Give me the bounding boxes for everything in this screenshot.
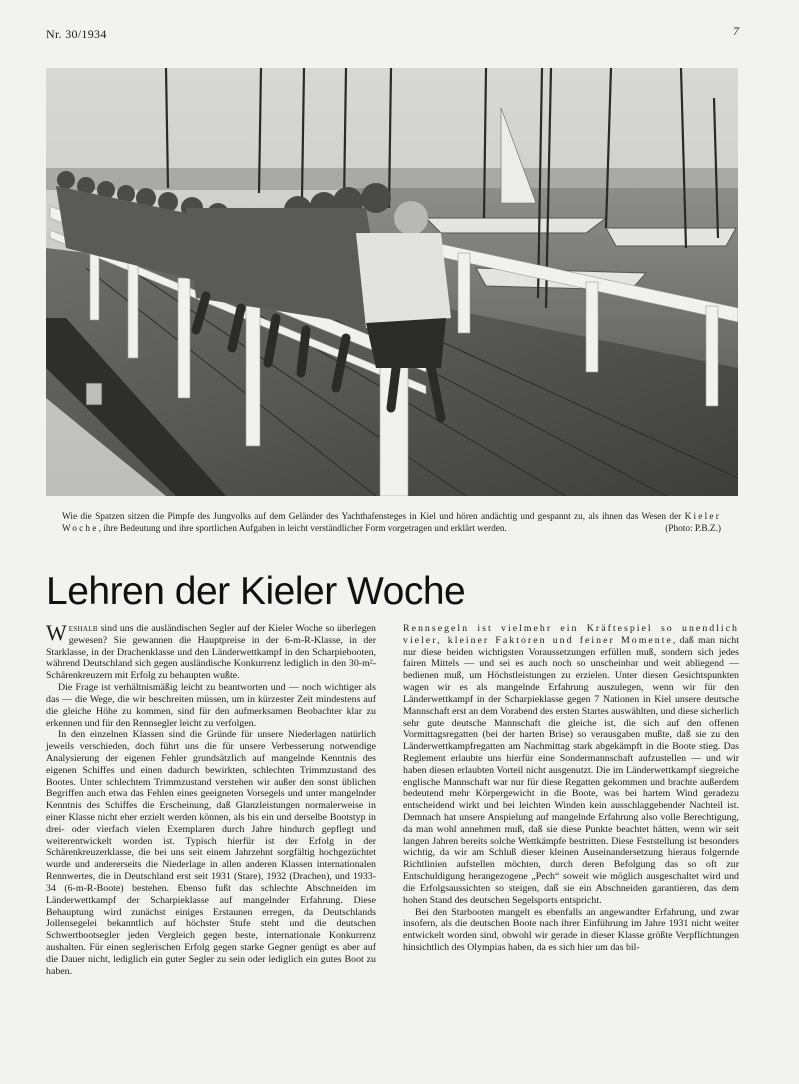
issue-number: Nr. 30/1934 <box>46 27 107 41</box>
caption-event-name: Kieler Woche <box>62 512 721 534</box>
paragraph-4 <box>403 623 739 907</box>
article-column-right <box>403 623 739 954</box>
drop-cap: W <box>46 620 67 645</box>
photo-illustration <box>46 68 738 496</box>
article-headline: Lehren der Kieler Woche <box>46 570 466 613</box>
page-number: 7 <box>733 24 739 38</box>
photo-caption <box>62 511 721 535</box>
paragraph-5: Bei den Starbooten mangelt es ebenfalls an angewandter Erfahrung, und zwar insofern, als die deutschen Boote nach ihrer Einführung im Jahre 1931 nicht weiter entwickelt worden sind, obwohl wir gerade in dieser Klasse größte Verpflichtungen hinsichtlich des Olympias haben, da es sich hier um das bil- <box>403 906 739 953</box>
lead-word: eshalb <box>68 623 98 634</box>
caption-text-part2: , ihre Bedeutung und ihre sportlichen Aufgaben in leicht verständlicher Form vorgetragen und erklärt werden. <box>98 524 507 534</box>
paragraph-2: Die Frage ist verhältnismäßig leicht zu beantworten und — noch wichtiger als das — die Wege, die wir beschreiten müssen, um in kürzester Zeit mindestens auf die gleiche Höhe zu kommen, sind für den aufmerksamen Beobachter klar zu erkennen und für den Rennsegler leicht zu verfolgen. <box>46 682 376 729</box>
spaced-emphasis: Rennsegeln ist vielmehr ein Kräftespiel so unendlich vieler, kleiner Faktoren und feiner Momente <box>403 623 739 646</box>
paragraph-3: In den einzelnen Klassen sind die Gründe für unsere Niederlagen natürlich jeweils verschieden, doch führt uns die für unsere Verbesserung notwendige Analysierung der eigenen Fehler grundsätzlich auf mangelnde Kenntnis des eigenen Schiffes und einen dadurch bewirkten, schlechten Trimmzustand des Bootes. Unter schlechtem Trimmzustand verstehen wir außer den sonst üblichen Begriffen auch etwa das Fehlen eines geeigneten Vorsegels und unter mangelnder Kenntnis des Schiffes die Erscheinung, daß Glanzleistungen normalerweise in einer Klasse nicht eher erzielt werden können, als bis ein und derselbe Bootstyp in drei- oder vierfach vielen Exemplaren durch Jahre hindurch gepflegt und weiterentwickelt worden ist. Typisch hierfür ist der Erfolg in der Schärenkreuzerklasse, die bei uns seit einem Jahrzehnt sorgfältig hochgezüchtet wurde und andererseits die Niederlage in allen anderen Klassen internationalen Rennwertes, die in Deutschland erst seit 1931 (Stare), 1932 (Drachen), und 1933-34 (6-m-R-Boote) bestehen. Ebenso fußt das schlechte Abschneiden im Länderwettkampf der Scharpieklasse auf mangelnder Erfahrung. Diese Behauptung wird zunächst einiges Erstaunen erregen, da Deutschlands Jollensegelei bekanntlich auf höchster Stufe steht und die deutschen Schwertbootsegler jeden Vergleich gegen beste, internationale Konkurrenz aushalten. Für einen seglerischen Erfolg gegen starke Gegner genügt es aber auf die Dauer nicht, lediglich ein guter Segler zu sein oder lediglich ein gutes Boot zu haben. <box>46 729 376 977</box>
article-column-left <box>46 620 376 977</box>
caption-text-part1: Wie die Spatzen sitzen die Pimpfe des Jungvolks auf dem Geländer des Yachthafensteges in Kiel und hören andächtig und gespannt zu, als ihnen das Wesen der <box>62 512 685 522</box>
photo-credit: (Photo: P.B.Z.) <box>665 524 721 534</box>
paragraph-1-text: sind uns die ausländischen Segler auf der Kieler Woche so überlegen gewesen? Sie gewannen die Hauptpreise in der 6-m-R-Klasse, in der Starklasse, in der Drachenklasse und den Länderwettkampf in den Scharpiebooten, während Deutschland sich gegen ausländische Konkurrenz lediglich in den 30-m²-Schärenkreuzern mit Erfolg zu behaupten wußte. <box>46 623 376 682</box>
harbor-photo <box>46 68 738 496</box>
paragraph-4-text: , daß man nicht nur diese beiden wichtigsten Voraussetzungen erfüllen muß, sondern sich jedes fairen Mittels — und sei es auch noch so unscheinbar und weit abliegend — bedienen muß, um Höchstleistungen zu erzielen. Unter diesen Gesichtspunkten wagen wir es als mangelnde Erfahrung auszulegen, wenn wir für den Länderwettkampf in der Scharpieklasse gegen 7 Nationen in Kiel unsere deutsche Mannschaft erst an dem Vorabend des ersten Startes auswählten, und diese sicherlich sehr gute deutsche Mannschaft die gleiche ist, die sich auf den offenen Vormittagsregatten (bei der harten Brise) so verausgaben mußte, daß sie zu den Länderwettkampfregatten am Nachmittag stark abgekämpft in die Boote stieg. Das Reglement erlaubte uns hierfür eine Sondermannschaft aufzustellen — und wir haben diesen erlaubten Vorteil nicht ausgenutzt. Die im Länderwettkampf siegreiche englische Mannschaft war nur für diese Regatten gekommen und brachte außerdem bedeutend mehr Körpergewicht in die Boote, was bei hartem Wind geradezu entscheidend wirkt und bei leichten Winden kein ausschlaggebender Nachteil ist. Demnach hat unsere Anspielung auf mangelnde Erfahrung also volle Berechtigung, da man wohl annehmen muß, daß sie diese Punkte beachtet hätten, wenn wir seit langen Jahren bereits solche Wettkämpfe bestritten. Diese Feststellung ist besonders wichtig, da wir am Schluß dieser kleinen Auseinandersetzung hieraus folgernde Richtlinien aufstellen möchten, durch deren Befolgung das so oft zur Entschuldigung herangezogene „Pech“ soweit wie möglich ausgeschaltet wird und die Erfolgsaussichten so steigen, daß sie ein Abschneiden garantieren, das dem hohen Stand des deutschen Segelsports entspricht. <box>403 634 739 906</box>
paragraph-1 <box>46 620 376 682</box>
